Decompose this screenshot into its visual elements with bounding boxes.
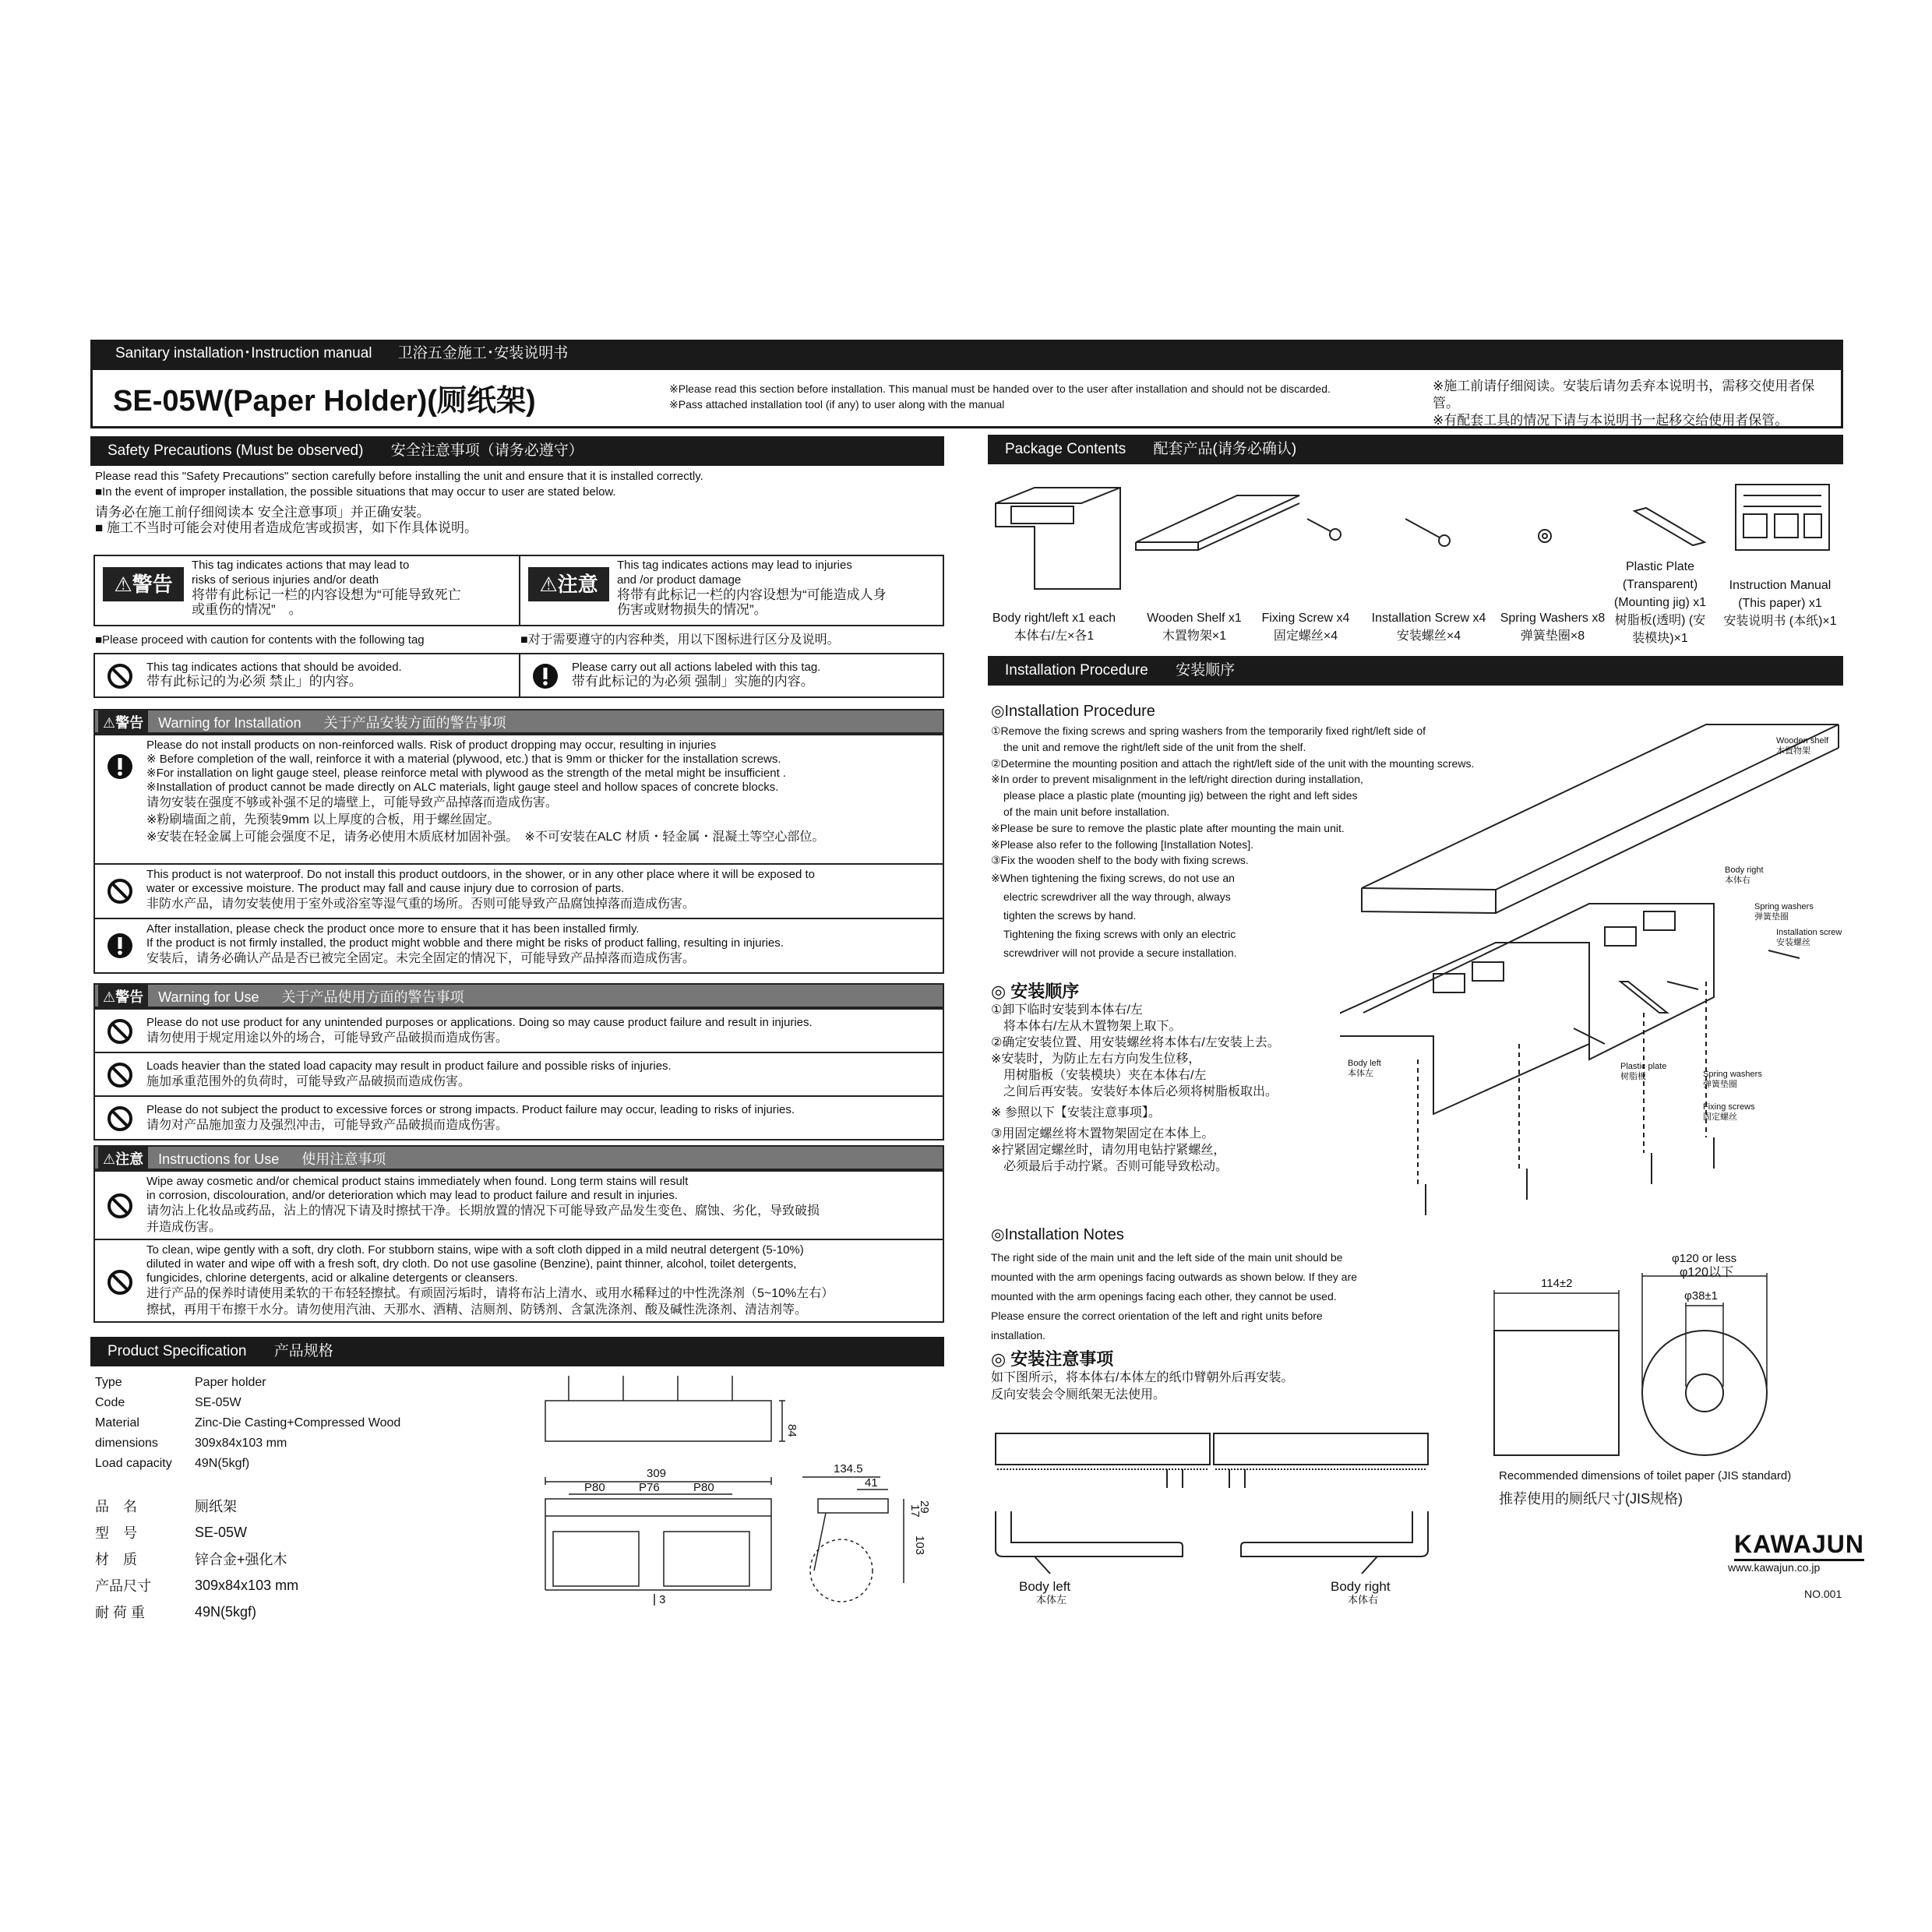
- brand-logo: KAWAJUN: [1734, 1530, 1864, 1561]
- procedure-title-en: Installation Procedure: [1005, 662, 1148, 679]
- proceed-zh: ■对于需要遵守的内容种类，用以下图标进行区分及说明。: [520, 633, 840, 647]
- spec-value: SE-05W: [195, 1524, 248, 1540]
- safety-title-zh: 安全注意事项（请务必遵守）: [390, 442, 583, 459]
- mandatory-legend: [519, 653, 944, 698]
- label-body-right: Body right: [1725, 866, 1764, 875]
- intro-line: 请务必在施工前仔细阅读本 安全注意事项」并正确安装。: [95, 505, 430, 520]
- caution-tag: ⚠注意: [98, 1147, 148, 1172]
- item-line: diluted in water and wipe off with a fresh soft, dry cloth. Do not use gasoline (Benzine), paint thinner, alcohol, toilet detergents,: [146, 1257, 797, 1271]
- item-line: in corrosion, discolouration, and/or deterioration which may lead to product failure and result in injuries.: [146, 1189, 679, 1202]
- brand-url[interactable]: www.kawajun.co.jp: [1728, 1561, 1821, 1574]
- spec-key: 材 质: [95, 1552, 137, 1567]
- spec-value: SE-05W: [195, 1396, 242, 1409]
- item-line: 请勿使用于规定用途以外的场合，可能导致产品破损而造成伤害。: [146, 1031, 509, 1045]
- spec-key: Load capacity: [95, 1457, 172, 1470]
- step-line: ※拧紧固定螺丝时，请勿用电钻拧紧螺丝，: [991, 1144, 1226, 1157]
- notes-line: 反向安装会令厕纸架无法使用。: [991, 1388, 1166, 1401]
- shelf-illustration: [1136, 495, 1299, 550]
- spec-title-zh: 产品规格: [273, 1343, 333, 1359]
- procedure-heading-zh: ◎ 安装顺序: [991, 982, 1080, 1001]
- step-line: 将本体右/左从木置物架上取下。: [1003, 1020, 1182, 1033]
- spec-value: 厕纸架: [195, 1499, 237, 1514]
- item-line: Wipe away cosmetic and/or chemical product stains immediately when found. Long term stains will result: [146, 1175, 689, 1188]
- item-line: Please do not use product for any unintended purposes or applications. Doing so may cause product failure and result in injuries.: [146, 1016, 813, 1029]
- warn-install-title-zh: 关于产品安装方面的警告事项: [323, 715, 506, 731]
- package-item-en: Fixing Screw x4: [1261, 612, 1350, 625]
- legend-line: 伤害或财物损失的情况”。: [617, 602, 767, 617]
- proceed-en: ■Please proceed with caution for contents with the following tag: [95, 633, 425, 647]
- paper-roll-circle: [1642, 1331, 1767, 1455]
- notes-line: installation.: [991, 1329, 1046, 1341]
- warning-legend: [93, 555, 520, 626]
- plastic-plate-illustration: [1634, 508, 1705, 545]
- warn-use-header: [93, 983, 944, 1008]
- plastic-plate-shape: [1620, 982, 1667, 1013]
- dim-3: 3: [659, 1593, 666, 1606]
- package-item: [1609, 558, 1711, 647]
- spec-key: 耐 荷 重: [95, 1605, 146, 1620]
- step-line: electric screwdriver all the way through, always: [1003, 890, 1231, 904]
- package-item-en: Spring Washers x8: [1500, 612, 1606, 625]
- page-title: SE-05W(Paper Holder)(厕纸架): [113, 385, 536, 418]
- step-line: please place a plastic plate (mounting jig) between the right and left sides: [1003, 789, 1358, 802]
- body-illustration: [996, 488, 1120, 589]
- paper-caption-zh: 推荐使用的厕纸尺寸(JIS规格): [1499, 1491, 1683, 1507]
- package-item: [1722, 576, 1839, 630]
- warning-tag: ⚠警告: [103, 567, 184, 601]
- subtitle-en: Sanitary installation･Instruction manual: [115, 345, 372, 361]
- warn-install-title-en: Warning for Installation: [158, 715, 301, 731]
- spec-value: Paper holder: [195, 1376, 266, 1389]
- notes-line: 如下图所示，将本体右/本体左的纸巾臂朝外后再安装。: [991, 1371, 1294, 1384]
- spec-row: [95, 1572, 305, 1599]
- prohibition-icon: [106, 1268, 134, 1296]
- spec-value: 49N(5kgf): [195, 1457, 250, 1470]
- legend-line: 带有此标记的为必须 禁止」的内容。: [146, 674, 362, 689]
- procedure-steps-zh: [991, 1002, 1349, 1175]
- doc-number: NO.001: [1804, 1588, 1842, 1600]
- item-line: ※安装在轻金属上可能会强度不足，请务必使用木质底材加固补强。 ※不可安装在ALC 材质・轻金属・混凝土等空心部位。: [146, 830, 825, 844]
- item-line: 擦拭，再用干布擦干水分。请勿使用汽油、天那水、酒精、洁厕剂、防锈剂、含氯洗涤剂、酸及碱性洗涤剂、清洁剂等。: [146, 1303, 808, 1317]
- spec-row: [95, 1413, 407, 1433]
- label-spring-washers: Spring washers: [1754, 902, 1814, 911]
- caution-legend: [519, 555, 944, 626]
- package-item: [1251, 609, 1360, 645]
- item-line: ※ Before completion of the wall, reinforce it with a material (plywood, etc.) that is 9mm or thicker for the installation screws.: [146, 753, 781, 766]
- package-item-zh: 固定螺丝×4: [1273, 629, 1338, 643]
- package-item-en: Plastic Plate (Transparent) (Mounting jig) x1: [1613, 560, 1707, 609]
- intro-line: Please read this "Safety Precautions" section carefully before installing the unit and ensure that it is installed correctly.: [95, 470, 703, 483]
- spec-key: 品 名: [95, 1499, 137, 1514]
- title-box: [90, 368, 1843, 428]
- notes-line: The right side of the main unit and the left side of the main unit should be: [991, 1251, 1343, 1264]
- item-line: ※For installation on light gauge steel, please reinforce metal with plywood as the strength of the metal might be insufficient .: [146, 767, 787, 780]
- instr-use-title-en: Instructions for Use: [158, 1151, 280, 1167]
- item-line: If the product is not firmly installed, the product might wobble and there might be risks of product falling, resulting in injuries.: [146, 936, 784, 950]
- notes-line: mounted with the arm openings facing each other, they cannot be used.: [991, 1290, 1337, 1303]
- label-plastic-plate: Plastic plate: [1620, 1062, 1667, 1071]
- step-line: Tightening the fixing screws with only an electric: [1003, 928, 1236, 941]
- spec-row: [95, 1373, 407, 1393]
- item-line: Please do not install products on non-reinforced walls. Risk of product dropping may occur, resulting in injuries: [146, 739, 717, 752]
- warn-tag: ⚠警告: [98, 710, 148, 735]
- orientation-diagram: [988, 1426, 1447, 1605]
- safety-intro: [95, 469, 944, 536]
- spec-table-zh: [95, 1493, 305, 1625]
- package-item-zh: 弹簧垫圈×8: [1520, 629, 1585, 643]
- caution-tag: ⚠注意: [528, 567, 609, 601]
- instr-use-header: [93, 1145, 944, 1170]
- orient-body-left: Body left: [1019, 1579, 1071, 1594]
- legend-line: 带有此标记的为必须 强制」实施的内容。: [572, 674, 814, 689]
- notes-line: Please ensure the correct orientation of the left and right units before: [991, 1310, 1323, 1322]
- package-illustrations: [988, 472, 1843, 605]
- paper-width: 114±2: [1541, 1277, 1573, 1290]
- item-line: This product is not waterproof. Do not install this product outdoors, in the shower, or in any other place where it will be exposed to: [146, 868, 815, 881]
- dim-1345: 134.5: [834, 1462, 863, 1475]
- exclamation-icon: [531, 662, 559, 690]
- warn-install-item-2: [93, 863, 944, 919]
- label-spring-washers-2: Spring washers: [1703, 1070, 1762, 1079]
- package-item-zh: 本体右/左×各1: [1014, 629, 1095, 643]
- orient-body-right-zh: 本体右: [1348, 1594, 1379, 1605]
- notes-line: mounted with the arm openings facing outwards as shown below. If they are: [991, 1271, 1358, 1283]
- item-line: fungicides, chlorine detergents, acid or alkaline detergents or cleansers.: [146, 1271, 518, 1285]
- package-item: [1136, 609, 1253, 645]
- paper-core-circle: [1686, 1374, 1723, 1412]
- package-item-en: Installation Screw x4: [1371, 612, 1486, 625]
- label-wooden-shelf: Wooden shelf: [1776, 736, 1829, 746]
- spec-value: 锌合金+强化木: [195, 1552, 287, 1567]
- wooden-shelf-shape: [1362, 724, 1839, 890]
- warn-tag: ⚠警告: [98, 985, 148, 1010]
- legend-line: This tag indicates actions may lead to injuries: [617, 559, 852, 572]
- notes-text-en: [991, 1248, 1427, 1345]
- legend-line: 将带有此标记一栏的内容设想为“可能造成人身: [617, 587, 887, 602]
- dim-17: 17: [908, 1504, 922, 1518]
- spec-value: 309x84x103 mm: [195, 1437, 287, 1450]
- body-left-shape: [1340, 943, 1589, 1114]
- body-left-top: [996, 1433, 1210, 1465]
- exclamation-icon: [106, 932, 134, 960]
- step-line: ③Fix the wooden shelf to the body with fixing screws.: [991, 854, 1249, 867]
- label-plastic-plate-zh: 树脂板: [1620, 1072, 1646, 1081]
- avoid-legend: [93, 653, 520, 698]
- step-line: ※ 参照以下【安装注意事项】。: [991, 1106, 1161, 1119]
- spec-value: 309x84x103 mm: [195, 1577, 299, 1593]
- dim-p80a: P80: [584, 1481, 605, 1494]
- spec-row: [95, 1599, 305, 1625]
- paper-core: φ38±1: [1684, 1289, 1718, 1303]
- note-en-2: ※Pass attached installation tool (if any) to user along with the manual: [669, 398, 1005, 411]
- warn-use-item-3: [93, 1095, 944, 1141]
- label-installation-screw: Installation screw: [1776, 928, 1842, 937]
- dim-84: 84: [785, 1424, 799, 1437]
- step-line: ※安装时，为防止左右方向发生位移，: [991, 1052, 1201, 1066]
- label-body-right-zh: 本体右: [1725, 876, 1750, 885]
- step-line: screwdriver will not provide a secure installation.: [1003, 947, 1237, 960]
- warn-install-item-3: [93, 918, 944, 974]
- step-line: ①卸下临时安装到本体右/左: [991, 1003, 1143, 1017]
- spec-row: [95, 1493, 305, 1519]
- procedure-header: [988, 656, 1843, 686]
- prohibition-icon: [106, 1061, 134, 1089]
- dim-103: 103: [913, 1535, 926, 1556]
- label-wooden-shelf-zh: 木置物架: [1776, 746, 1810, 756]
- item-line: 进行产品的保养时请使用柔软的干布轻轻擦拭。有顽固污垢时，请将布沾上清水、或用水稀释过的中性洗涤剂（5~10%左右）: [146, 1287, 834, 1300]
- item-line: water or excessive moisture. The product may fall and cause injury due to corrosion of parts.: [146, 882, 625, 895]
- item-line: Please do not subject the product to excessive forces or strong impacts. Product failure may occur, leading to risks of injuries.: [146, 1103, 795, 1116]
- note-en-1: ※Please read this section before installation. This manual must be handed over to the user after installation and should not be discarded.: [669, 383, 1331, 395]
- item-line: 请勿沾上化妆品或药品，沾上的情况下请及时擦拭干净。长期放置的情况下可能导致产品发生变色、腐蚀、劣化，导致破损: [146, 1204, 820, 1218]
- step-line: ③用固定螺丝将木置物架固定在本体上。: [991, 1127, 1215, 1141]
- notes-heading-zh: ◎ 安装注意事项: [991, 1349, 1114, 1369]
- legend-line: Please carry out all actions labeled with this tag.: [572, 661, 821, 674]
- legend-line: and /or product damage: [617, 573, 742, 587]
- step-line: ※When tightening the fixing screws, do not use an: [991, 872, 1235, 885]
- package-item: [988, 609, 1120, 645]
- paper-diameter-zh: φ120以下: [1680, 1266, 1734, 1279]
- spec-row: [95, 1546, 305, 1572]
- legend-line: risks of serious injuries and/or death: [192, 573, 379, 587]
- label-spring-washers-2-zh: 弹簧垫圈: [1703, 1080, 1737, 1089]
- step-line: ※Please also refer to the following [Installation Notes].: [991, 837, 1254, 851]
- warn-use-item-1: [93, 1008, 944, 1053]
- warn-install-header: [93, 709, 944, 734]
- warn-use-title-en: Warning for Use: [158, 989, 259, 1005]
- washer-illustration: [1539, 530, 1551, 542]
- step-line: 之间后再安装。安装好本体后必须将树脂板取出。: [1003, 1085, 1278, 1098]
- label-body-left: Body left: [1348, 1059, 1381, 1068]
- item-line: 安装后，请务必确认产品是否已被完全固定。未完全固定的情况下，可能导致产品掉落而造成伤害。: [146, 952, 696, 965]
- prohibition-icon: [106, 662, 134, 690]
- note-zh-1: ※施工前请仔细阅读。安装后请勿丢弃本说明书，需移交使用者保管。: [1433, 379, 1815, 411]
- item-line: 请勿安装在强度不够或补强不足的墙壁上，可能导致产品掉落而造成伤害。: [146, 796, 559, 809]
- package-item: [1360, 609, 1497, 645]
- spec-key: Code: [95, 1396, 125, 1409]
- package-item-en: Instruction Manual (This paper) x1: [1729, 579, 1832, 610]
- dim-p76: P76: [639, 1481, 660, 1494]
- paper-caption-en: Recommended dimensions of toilet paper (JIS standard): [1499, 1469, 1792, 1482]
- spec-drawing: [538, 1368, 943, 1617]
- header-notes-en: [669, 381, 1331, 412]
- package-item-zh: 安装说明书 (本纸)×1: [1723, 615, 1837, 628]
- instr-use-title-zh: 使用注意事项: [301, 1151, 386, 1167]
- package-item: [1496, 609, 1609, 645]
- package-item-zh: 树脂板(透明) (安装模块)×1: [1614, 614, 1706, 645]
- paper-diameter-en: φ120 or less: [1672, 1252, 1737, 1265]
- legend-line: 将带有此标记一栏的内容设想为“可能导致死亡: [192, 587, 461, 602]
- item-line: Loads heavier than the stated load capacity may result in product failure and possible risks of injuries.: [146, 1059, 672, 1073]
- notes-text-zh: [991, 1370, 1293, 1404]
- label-body-left-zh: 本体左: [1348, 1069, 1373, 1078]
- dim-29: 29: [918, 1500, 931, 1514]
- label-installation-screw-zh: 安装螺丝: [1776, 938, 1810, 947]
- dim-309: 309: [647, 1467, 667, 1480]
- package-item-en: Body right/left x1 each: [992, 612, 1116, 625]
- procedure-title-zh: 安装顺序: [1176, 662, 1236, 679]
- label-fixing-screws-zh: 固定螺丝: [1703, 1112, 1737, 1122]
- instr-use-item-1: [93, 1170, 944, 1240]
- prohibition-icon: [106, 1192, 134, 1220]
- item-line: 请勿对产品施加蛮力及强烈冲击，可能导致产品破损而造成伤害。: [146, 1119, 509, 1132]
- step-line: of the main unit before installation.: [1003, 805, 1170, 818]
- manual-illustration: [1736, 485, 1829, 550]
- step-line: ※Please be sure to remove the plastic plate after mounting the main unit.: [991, 821, 1345, 834]
- spec-key: dimensions: [95, 1437, 158, 1450]
- spec-row: [95, 1433, 407, 1454]
- header-notes-zh: [1433, 378, 1841, 429]
- label-spring-washers-zh: 弹簧垫圈: [1754, 912, 1789, 922]
- package-title-zh: 配套产品(请务必确认): [1153, 441, 1297, 457]
- step-line: ①Remove the fixing screws and spring washers from the temporarily fixed right/left side of: [991, 724, 1426, 737]
- procedure-heading-en: ◎Installation Procedure: [991, 703, 1155, 720]
- step-line: the unit and remove the right/left side of the unit from the shelf.: [1003, 740, 1306, 753]
- warn-install-item-1: [93, 734, 944, 865]
- spec-key: Material: [95, 1416, 139, 1430]
- step-line: 必须最后手动拧紧。否则可能导致松动。: [1003, 1160, 1229, 1173]
- fixing-screw-illustration: [1307, 519, 1341, 540]
- exploded-diagram: [1340, 717, 1843, 1231]
- step-line: ※In order to prevent misalignment in the left/right direction during installation,: [991, 773, 1363, 786]
- orient-body-right: Body right: [1331, 1579, 1391, 1594]
- header-bar: [90, 340, 1843, 368]
- exclamation-icon: [106, 753, 134, 781]
- spec-row: [95, 1519, 305, 1546]
- step-line: ②确定安装位置、用安装螺丝将本体右/左安装上去。: [991, 1036, 1280, 1049]
- item-line: To clean, wipe gently with a soft, dry cloth. For stubborn stains, wipe with a soft cloth dipped in a mild neutral detergent (5-10%): [146, 1243, 804, 1257]
- safety-header: [90, 436, 944, 466]
- installation-screw-illustration: [1405, 519, 1450, 546]
- spec-row: [95, 1454, 407, 1474]
- package-item-en: Wooden Shelf x1: [1147, 612, 1242, 625]
- step-line: 用树脂板（安装模块）夹在本体右/左: [1003, 1069, 1207, 1082]
- intro-line: ■ 施工不当时可能会对使用者造成危害或损害，如下作具体说明。: [95, 520, 478, 535]
- spec-value: Zinc-Die Casting+Compressed Wood: [195, 1416, 401, 1430]
- paper-dimension-diagram: [1480, 1246, 1843, 1465]
- package-title-en: Package Contents: [1005, 441, 1126, 457]
- warn-use-item-2: [93, 1052, 944, 1097]
- item-line: 施加承重范围外的负荷时，可能导致产品破损而造成伤害。: [146, 1075, 471, 1088]
- legend-line: This tag indicates actions that should be avoided.: [146, 661, 402, 674]
- label-fixing-screws: Fixing screws: [1703, 1102, 1755, 1112]
- paper-side-view: [1494, 1331, 1619, 1455]
- item-line: 非防水产品，请勿安装使用于室外或浴室等湿气重的场所。否则可能导致产品腐蚀掉落而造成伤害。: [146, 897, 696, 911]
- notes-heading-en: ◎Installation Notes: [991, 1226, 1124, 1243]
- package-item-zh: 木置物架×1: [1162, 629, 1227, 643]
- package-header: [988, 435, 1843, 464]
- item-line: After installation, please check the product once more to ensure that it has been installed firmly.: [146, 922, 640, 936]
- prohibition-icon: [106, 1105, 134, 1133]
- item-line: 并造成伤害。: [146, 1221, 222, 1234]
- instr-use-item-2: [93, 1239, 944, 1323]
- warn-use-title-zh: 关于产品使用方面的警告事项: [281, 989, 464, 1005]
- spec-row: [95, 1393, 407, 1413]
- spec-key: Type: [95, 1376, 122, 1389]
- note-zh-2: ※有配套工具的情况下请与本说明书一起移交给使用者保管。: [1433, 413, 1789, 428]
- orient-body-left-zh: 本体左: [1036, 1594, 1067, 1605]
- spec-key: 型 号: [95, 1525, 137, 1541]
- spec-header: [90, 1337, 944, 1366]
- spec-value: 49N(5kgf): [195, 1603, 257, 1620]
- prohibition-icon: [106, 1017, 134, 1045]
- step-line: tighten the screws by hand.: [1003, 909, 1137, 922]
- legend-line: 或重伤的情况” 。: [192, 602, 302, 617]
- prohibition-icon: [106, 877, 134, 905]
- safety-title-en: Safety Precautions (Must be observed): [108, 442, 364, 459]
- legend-line: This tag indicates actions that may lead to: [192, 559, 410, 572]
- dim-41: 41: [865, 1476, 878, 1490]
- step-line: ②Determine the mounting position and attach the right/left side of the unit with the mounting screws.: [991, 756, 1475, 770]
- package-item-zh: 安装螺丝×4: [1396, 629, 1461, 643]
- dim-p80b: P80: [693, 1481, 714, 1494]
- body-right-top: [1214, 1433, 1428, 1465]
- item-line: ※粉刷墙面之前，先预装9mm 以上厚度的合板，用于螺丝固定。: [146, 813, 500, 827]
- subtitle-zh: 卫浴五金施工･安装说明书: [397, 345, 569, 361]
- spec-key: 产品尺寸: [95, 1578, 151, 1594]
- spec-title-en: Product Specification: [108, 1343, 247, 1359]
- spec-table-en: [95, 1373, 407, 1474]
- intro-line: ■In the event of improper installation, the possible situations that may occur to user are stated below.: [95, 485, 616, 499]
- item-line: ※Installation of product cannot be made directly on ALC materials, light gauge steel and hollow spaces of concrete blocks.: [146, 781, 779, 794]
